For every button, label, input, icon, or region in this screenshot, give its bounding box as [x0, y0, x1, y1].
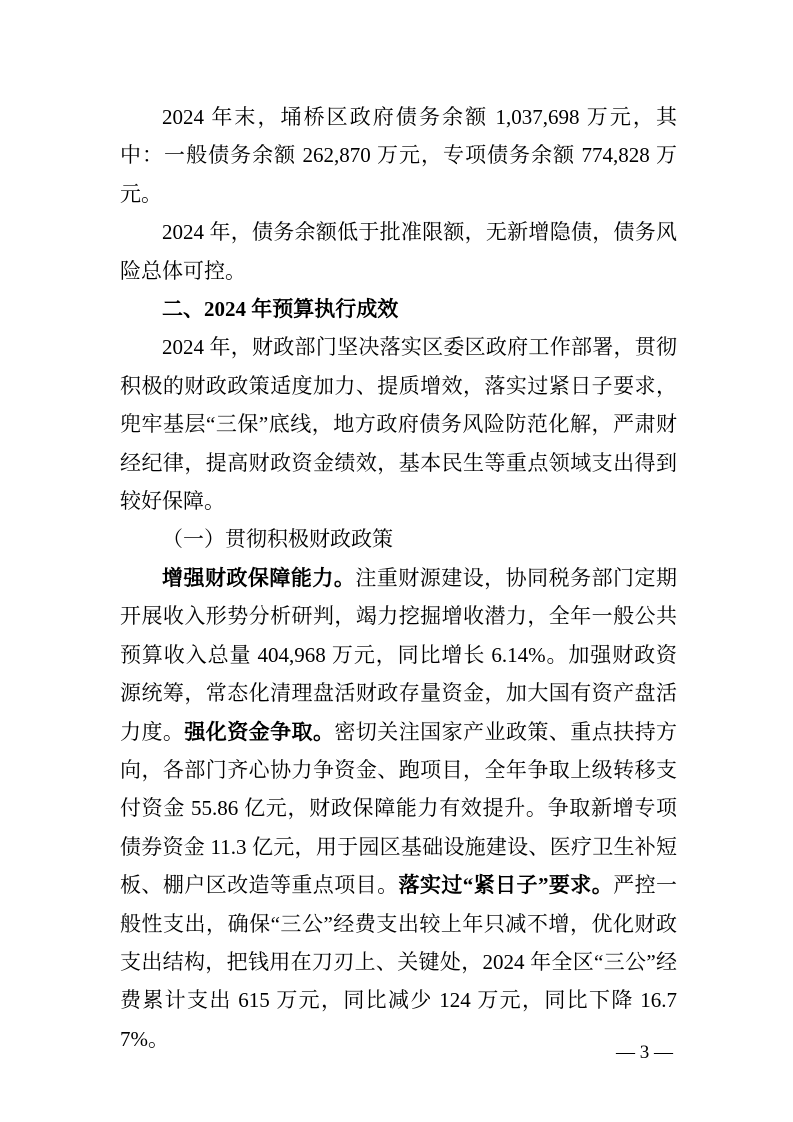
page-number: — 3 —: [616, 1042, 673, 1063]
paragraph-policy: [120, 559, 677, 1058]
policy-run-revenue-detail: 注重财源建设，协同税务部门定期开展收入形势分析研判，竭力挖掘增收潜力，全年一般公共预算收入总量 404,968 万元，同比增长 6.14%。加强财政资源统筹，常态化清理盘活财政存量资金，加大国有资产盘活力度。: [120, 565, 678, 744]
paragraph-debt-risk: 2024 年，债务余额低于批准限额，无新增隐债，债务风险总体可控。: [120, 220, 677, 283]
policy-run-funds-detail: 密切关注国家产业政策、重点扶持方向，各部门齐心协力争资金、跑项目，全年争取上级转移支付资金 55.86 亿元，财政保障能力有效提升。争取新增专项债券资金 11.3 亿元，用于园区基础设施建设、医疗卫生补短板、棚户区改造等重点项目。: [120, 719, 678, 898]
policy-run-expense-detail: 严控一般性支出，确保“三公”经费支出较上年只减不增，优化财政支出结构，把钱用在刀刃上、关键处，2024 年全区“三公”经费累计支出 615 万元，同比减少 124 万元，同比下降 16.77%。: [120, 873, 678, 1051]
paragraph-overview: 2024 年，财政部门坚决落实区委区政府工作部署，贯彻积极的财政政策适度加力、提质增效，落实过紧日子要求，兜牢基层“三保”底线，地方政府债务风险防范化解，严肃财经纪律，提高财政资金绩效，基本民生等重点领域支出得到较好保障。: [120, 335, 677, 514]
subsection-heading: （一）贯彻积极财政政策: [162, 527, 393, 552]
policy-run-strive-funds: 强化资金争取。: [184, 719, 335, 744]
policy-run-tight-days: 落实过“紧日子”要求。: [398, 873, 614, 898]
policy-run-strengthen-guarantee: 增强财政保障能力。: [162, 565, 356, 590]
paragraph-debt-balance: 2024 年末，埇桥区政府债务余额 1,037,698 万元，其中：一般债务余额 262,870 万元，专项债务余额 774,828 万元。: [120, 105, 677, 206]
document-content: [120, 98, 677, 1058]
section-heading: 二、2024 年预算执行成效: [162, 297, 399, 322]
